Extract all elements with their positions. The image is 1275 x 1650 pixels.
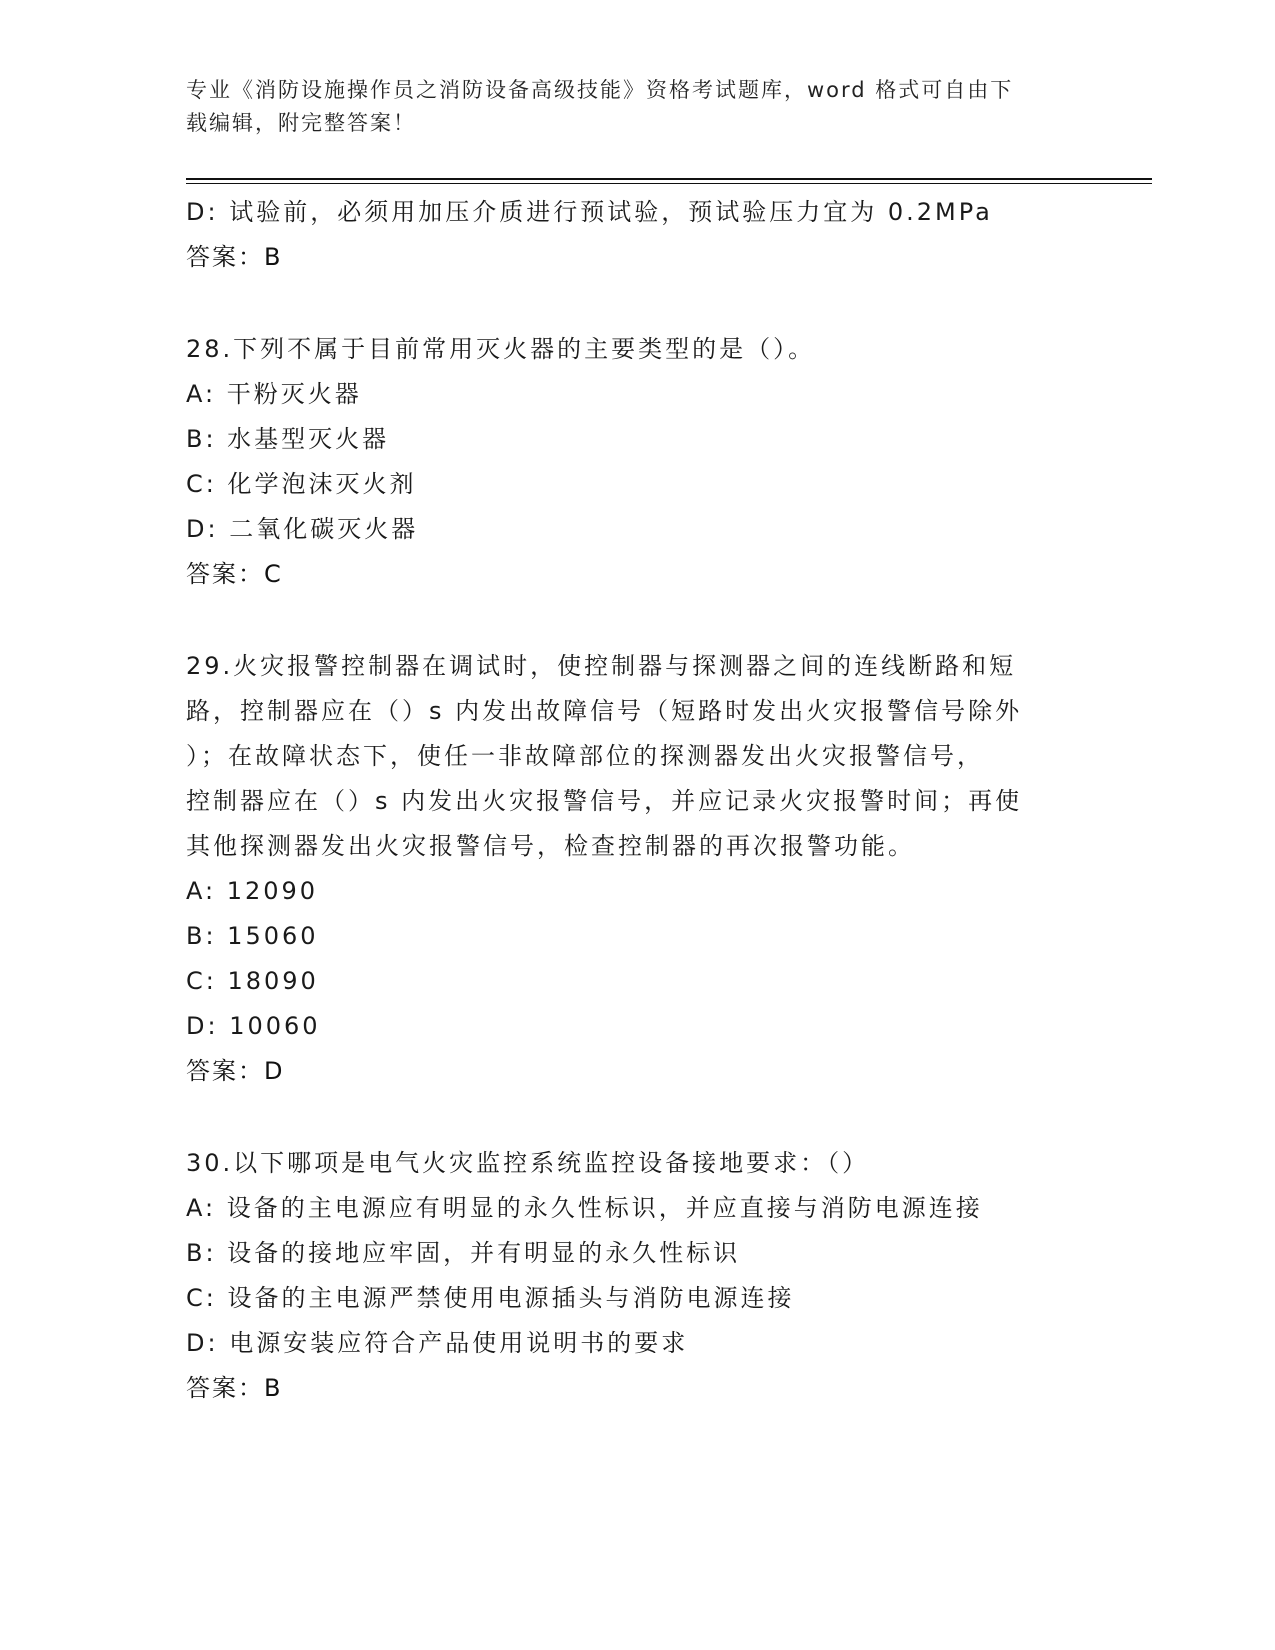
option-b: B: 水基型灭火器 <box>186 425 390 453</box>
header-line-1: 专业《消防设施操作员之消防设备高级技能》资格考试题库，word 格式可自由下 <box>186 78 1014 102</box>
spacer <box>186 280 1086 327</box>
option-c: C: 设备的主电源严禁使用电源插头与消防电源连接 <box>186 1284 795 1312</box>
option-c: C: 化学泡沫灭火剂 <box>186 470 417 498</box>
stem-line: 控制器应在（）s 内发出火灾报警信号，并应记录火灾报警时间；再使 <box>186 787 1023 815</box>
stem-line: 路，控制器应在（）s 内发出故障信号（短路时发出火灾报警信号除外 <box>186 697 1023 725</box>
option-a: A: 干粉灭火器 <box>186 380 362 408</box>
question-30 <box>186 1141 1086 1411</box>
option-d: D: 10060 <box>186 1012 321 1040</box>
stem-line: ）；在故障状态下，使任一非故障部位的探测器发出火灾报警信号， <box>186 742 984 770</box>
question-stem <box>186 1141 1086 1186</box>
question-29 <box>186 644 1086 1094</box>
stem-line: 29.火灾报警控制器在调试时，使控制器与探测器之间的连线断路和短 <box>186 652 1017 680</box>
answer-line: 答案：D <box>186 1057 285 1085</box>
option-d: D: 试验前，必须用加压介质进行预试验，预试验压力宜为 0.2MPa <box>186 198 993 226</box>
question-stem <box>186 644 1086 869</box>
stem-line: 其他探测器发出火灾报警信号，检查控制器的再次报警功能。 <box>186 832 915 860</box>
question-28 <box>186 327 1086 597</box>
answer-line: 答案：C <box>186 560 283 588</box>
question-content <box>186 190 1086 1411</box>
question-27-tail <box>186 190 1086 280</box>
spacer <box>186 1094 1086 1141</box>
answer-line: 答案：B <box>186 1374 283 1402</box>
option-a: A: 12090 <box>186 877 319 905</box>
option-d: D: 电源安装应符合产品使用说明书的要求 <box>186 1329 689 1357</box>
page-header <box>186 74 1086 140</box>
stem-line: 28.下列不属于目前常用灭火器的主要类型的是（）。 <box>186 335 816 363</box>
answer-line: 答案：B <box>186 243 283 271</box>
option-b: B: 设备的接地应牢固，并有明显的永久性标识 <box>186 1239 741 1267</box>
option-b: B: 15060 <box>186 922 319 950</box>
option-a: A: 设备的主电源应有明显的永久性标识，并应直接与消防电源连接 <box>186 1194 983 1222</box>
spacer <box>186 597 1086 644</box>
option-d: D: 二氧化碳灭火器 <box>186 515 419 543</box>
header-divider-thin <box>186 183 1152 184</box>
header-divider <box>186 178 1152 180</box>
option-c: C: 18090 <box>186 967 319 995</box>
stem-line: 30.以下哪项是电气火灾监控系统监控设备接地要求：（） <box>186 1149 870 1177</box>
question-stem <box>186 327 1086 372</box>
header-line-2: 载编辑，附完整答案！ <box>186 111 416 135</box>
